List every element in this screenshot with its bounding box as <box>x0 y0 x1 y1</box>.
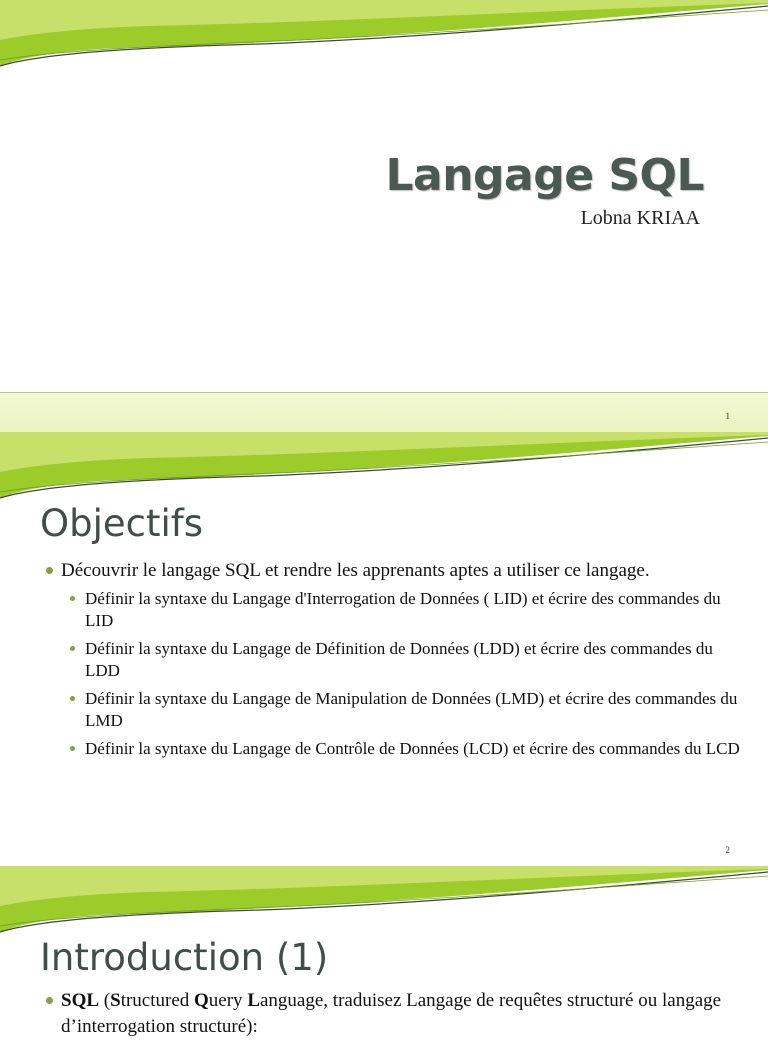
bullet-text: Découvrir le langage SQL et rendre les apprenants aptes a utiliser ce langage. <box>61 560 650 581</box>
bullet-list <box>46 558 740 766</box>
bullet-list <box>46 988 740 1040</box>
green-swoosh-decoration <box>0 0 768 80</box>
list-item: Définir la syntaxe du Langage de Définition de Données (LDD) et écrire des commandes du LDD <box>70 638 740 682</box>
author-name: Lobna KRIAA <box>580 207 700 229</box>
sub-bullet-list <box>61 588 740 760</box>
list-item: SQL (Structured Query Language, traduisez Langage de requêtes structuré ou langage d’interrogation structuré): <box>46 988 740 1040</box>
slide-title: Langage SQL <box>385 150 704 201</box>
list-item: Définir la syntaxe du Langage d'Interrogation de Données ( LID) et écrire des commandes du LID <box>70 588 740 632</box>
page-number: 1 <box>725 411 730 421</box>
green-swoosh-decoration <box>0 866 768 946</box>
green-swoosh-decoration <box>0 432 768 512</box>
slide-3 <box>0 866 768 1037</box>
page-number: 2 <box>725 845 730 855</box>
list-item: Définir la syntaxe du Langage de Manipulation de Données (LMD) et écrire des commandes du LMD <box>70 688 740 732</box>
footer-band <box>0 392 768 435</box>
slide-1 <box>0 0 768 432</box>
term-sql: SQL <box>61 990 100 1011</box>
slide-heading: Objectifs <box>40 502 204 545</box>
list-item: Définir la syntaxe du Langage de Contrôle de Données (LCD) et écrire des commandes du LCD <box>70 738 740 760</box>
list-item <box>46 558 740 760</box>
slide-2 <box>0 432 768 866</box>
slide-heading: Introduction (1) <box>40 936 329 979</box>
